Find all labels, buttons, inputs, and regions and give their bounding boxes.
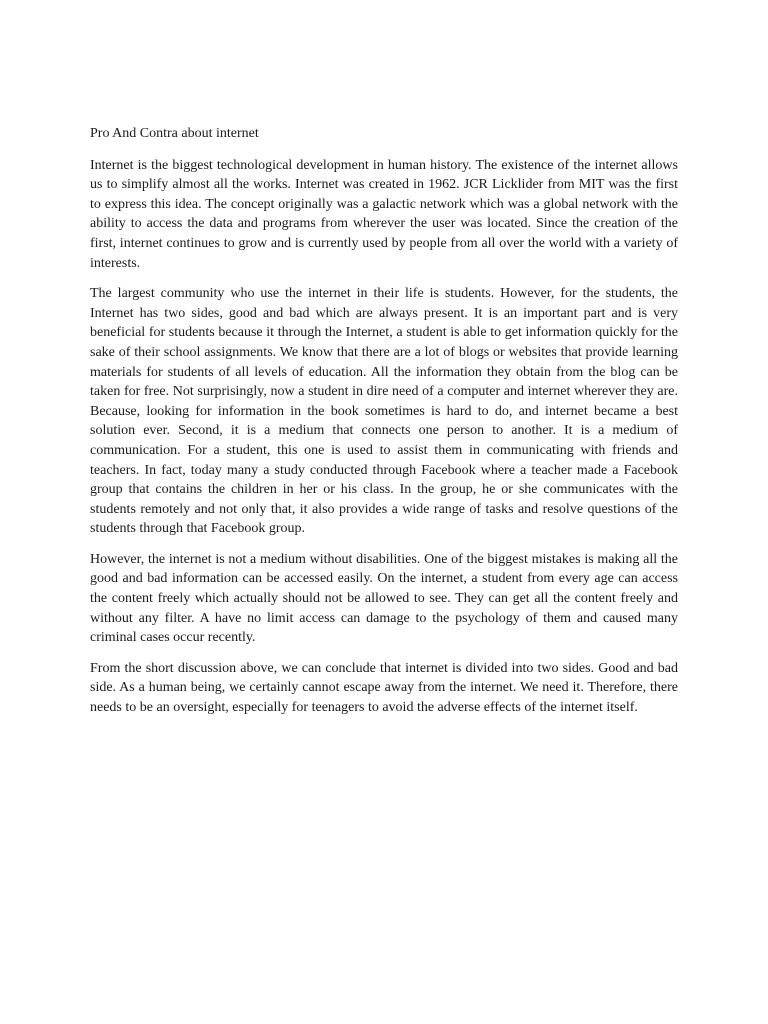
paragraph-conclusion: From the short discussion above, we can conclude that internet is divided into two sides. Good and bad side. As a human being, we certainly cannot escape away from the internet. We need it. Therefore, there needs to be an oversight, especially for teenagers to avoid the adverse effects of the internet itself. [90,660,678,716]
document-body [90,124,678,729]
paragraph-intro: Internet is the biggest technological development in human history. The existence of the internet allows us to simplify almost all the works. Internet was created in 1962. JCR Licklider from MIT was the first to express this idea. The concept originally was a galactic network which was a global network with the ability to access the data and programs from wherever the user was located. Since the creation of the first, internet continues to grow and is currently used by people from all over the world with a variety of interests. [90,157,678,271]
document-title: Pro And Contra about internet [90,126,259,141]
paragraph-students: The largest community who use the internet in their life is students. However, for the students, the Internet has two sides, good and bad which are always present. It is an important part and is very beneficial for students because it through the Internet, a student is able to get information quickly for the sake of their school assignments. We know that there are a lot of blogs or websites that provide learning materials for students of all levels of education. All the information they obtain from the blog can be taken for free. Not surprisingly, now a student in dire need of a computer and internet wherever they are. Because, looking for information in the book sometimes is hard to do, and internet became a best solution ever. Second, it is a medium that connects one person to another. It is a medium of communication. For a student, this one is used to assist them in communicating with friends and teachers. In fact, today many a study conducted through Facebook where a teacher made a Facebook group that contains the children in her or his class. In the group, he or she communicates with the students remotely and not only that, it also provides a wide range of tasks and resolve questions of the students through that Facebook group. [90,286,678,537]
paragraph-disadvantages: However, the internet is not a medium without disabilities. One of the biggest mistakes is making all the good and bad information can be accessed easily. On the internet, a student from every age can access the content freely which actually should not be allowed to see. They can get all the content freely and without any filter. A have no limit access can damage to the psychology of them and caused many criminal cases occur recently. [90,551,678,646]
